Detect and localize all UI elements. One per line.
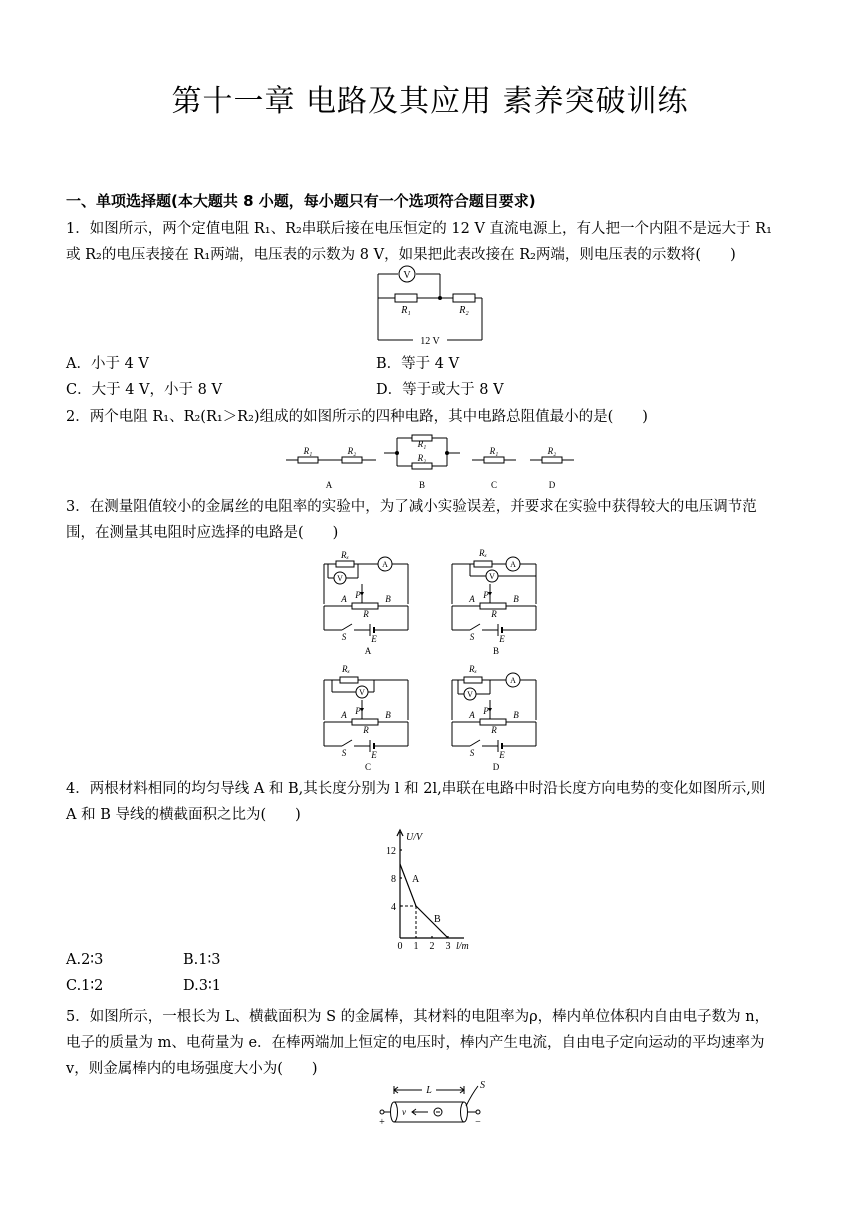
q3a-ammeter: A	[382, 560, 388, 569]
q3b-voltmeter: V	[489, 572, 495, 581]
q3c-voltmeter: V	[359, 688, 365, 697]
q3a-e: E	[371, 634, 377, 644]
q3-circuit-d	[446, 660, 542, 772]
q1-option-b[interactable]: B．等于 4 V	[376, 356, 460, 372]
q5-minus-label: −	[475, 1117, 481, 1128]
q4-xlabel: l/m	[456, 941, 469, 952]
q1-circuit-figure	[375, 268, 485, 350]
q5-length-label: L	[426, 1085, 432, 1096]
q4-ytick-12: 12	[386, 846, 396, 857]
q3d-e: E	[499, 750, 505, 760]
q4-xtick-1: 1	[413, 941, 419, 952]
q2-c-r1: R₁	[489, 446, 499, 456]
q3a-r: R	[363, 609, 369, 619]
q1-text-line1: 1．如图所示，两个定值电阻 R₁、R₂串联后接在电压恒定的 12 V 直流电源上，有人把一个内阻不是远大于 R₁	[66, 221, 772, 237]
q3b-e: E	[499, 634, 505, 644]
q3b-p: P	[483, 590, 489, 600]
q3b-b-end: B	[513, 594, 519, 604]
q4-option-b[interactable]: B.1∶3	[183, 952, 221, 968]
q2-label-d: D	[548, 480, 556, 490]
q2-label-a: A	[325, 480, 333, 490]
q4-xtick-3: 3	[445, 941, 451, 952]
q3d-b-end: B	[513, 710, 519, 720]
q3b-s: S	[469, 632, 475, 642]
q4-option-c[interactable]: C.1∶2	[66, 978, 104, 994]
q3-circuit-b	[446, 544, 542, 656]
q3a-label: A	[364, 646, 372, 656]
q4-ytick-8: 8	[391, 874, 396, 885]
q3d-voltmeter: V	[467, 690, 473, 699]
q1-supply-label: 12 V	[420, 336, 440, 347]
q2-label-c: C	[490, 480, 498, 490]
q2-text-line1: 2．两个电阻 R₁、R₂(R₁＞R₂)组成的如图所示的四种电路，其中电路总阻值最小的是( )	[66, 409, 648, 425]
q4-xtick-0: 0	[397, 941, 403, 952]
q1-text-line2: 或 R₂的电压表接在 R₁两端，电压表的示数为 8 V，如果把此表改接在 R₂两端，则电压表的示数将( )	[66, 247, 736, 263]
q4-option-d[interactable]: D.3∶1	[183, 978, 221, 994]
q3a-a-end: A	[341, 594, 347, 604]
q3d-label: D	[492, 762, 500, 772]
q3d-r: R	[491, 725, 497, 735]
q3-circuit-c	[318, 660, 414, 772]
q5-text-line3: v，则金属棒内的电场强度大小为( )	[66, 1061, 318, 1077]
q3c-label: C	[364, 762, 372, 772]
q2-label-b: B	[418, 480, 426, 490]
q3c-p: P	[355, 706, 361, 716]
q3d-p: P	[483, 706, 489, 716]
q4-text-line1: 4．两根材料相同的均匀导线 A 和 B,其长度分别为 l 和 2l,串联在电路中时沿长度方向电势的变化如图所示,则	[66, 781, 766, 797]
q2-a-r1: R₁	[303, 446, 313, 456]
q4-line-a	[400, 864, 416, 906]
q4-ylabel: U/V	[406, 832, 423, 843]
q3b-a-end: A	[469, 594, 475, 604]
q5-area-label: S	[480, 1080, 485, 1091]
q3a-rx: Rₓ	[340, 550, 350, 560]
q4-line-b	[416, 906, 448, 938]
q4-potential-chart	[368, 826, 478, 950]
q3b-r: R	[491, 609, 497, 619]
q4-ytick-4: 4	[391, 902, 396, 913]
q2-circuits-figure	[284, 430, 584, 492]
q2-d-r2: R₂	[547, 446, 557, 456]
q3a-voltmeter: V	[337, 574, 343, 583]
q4-series-b-label: B	[434, 914, 441, 925]
q5-metal-rod-figure	[374, 1080, 494, 1132]
q1-voltmeter-label: V	[403, 270, 411, 281]
q3-text-line2: 围，在测量其电阻时应选择的电路是( )	[66, 525, 339, 541]
q3-circuit-a	[318, 544, 414, 656]
q5-text-line2: 电子的质量为 m、电荷量为 e．在棒两端加上恒定的电压时，棒内产生电流，自由电子定向运动的平均速率为	[66, 1035, 765, 1051]
q1-option-a[interactable]: A．小于 4 V	[66, 356, 149, 372]
q1-option-d[interactable]: D．等于或大于 8 V	[376, 382, 504, 398]
q3c-b-end: B	[385, 710, 391, 720]
q3c-s: S	[341, 748, 347, 758]
q3d-ammeter: A	[510, 676, 516, 685]
q3c-e: E	[371, 750, 377, 760]
q3b-ammeter: A	[510, 560, 516, 569]
page-title: 第十一章 电路及其应用 素养突破训练	[171, 84, 689, 119]
q2-b-r1: R₁	[417, 439, 427, 449]
q3c-r: R	[363, 725, 369, 735]
q3d-rx: Rₓ	[468, 664, 478, 674]
q5-velocity-label: v	[402, 1107, 406, 1117]
q3a-b-end: B	[385, 594, 391, 604]
q3c-a-end: A	[341, 710, 347, 720]
q3a-p: P	[355, 590, 361, 600]
q3d-s: S	[469, 748, 475, 758]
q3b-label: B	[492, 646, 500, 656]
q1-r2-label: R₂	[459, 305, 469, 316]
q3b-rx: Rₓ	[478, 548, 488, 558]
q4-series-a-label: A	[412, 874, 420, 885]
q4-option-a[interactable]: A.2∶3	[66, 952, 104, 968]
q4-xtick-2: 2	[429, 941, 435, 952]
q5-plus-label: +	[379, 1117, 385, 1128]
q4-text-line2: A 和 B 导线的横截面积之比为( )	[66, 807, 301, 823]
q3a-s: S	[341, 632, 347, 642]
q1-r1-label: R₁	[401, 305, 411, 316]
q2-a-r2: R₂	[347, 446, 357, 456]
q5-text-line1: 5．如图所示，一根长为 L、横截面积为 S 的金属棒，其材料的电阻率为ρ，棒内单位体积内自由电子数为 n，	[66, 1009, 770, 1025]
q1-option-c[interactable]: C．大于 4 V，小于 8 V	[66, 382, 222, 398]
q2-b-r2: R₂	[417, 453, 427, 463]
section-heading: 一、单项选择题(本大题共 8 小题，每小题只有一个选项符合题目要求)	[66, 192, 536, 210]
q3-text-line1: 3．在测量阻值较小的金属丝的电阻率的实验中，为了减小实验误差，并要求在实验中获得较大的电压调节范	[66, 499, 757, 515]
q3c-rx: Rₓ	[341, 664, 351, 674]
q3d-a-end: A	[469, 710, 475, 720]
